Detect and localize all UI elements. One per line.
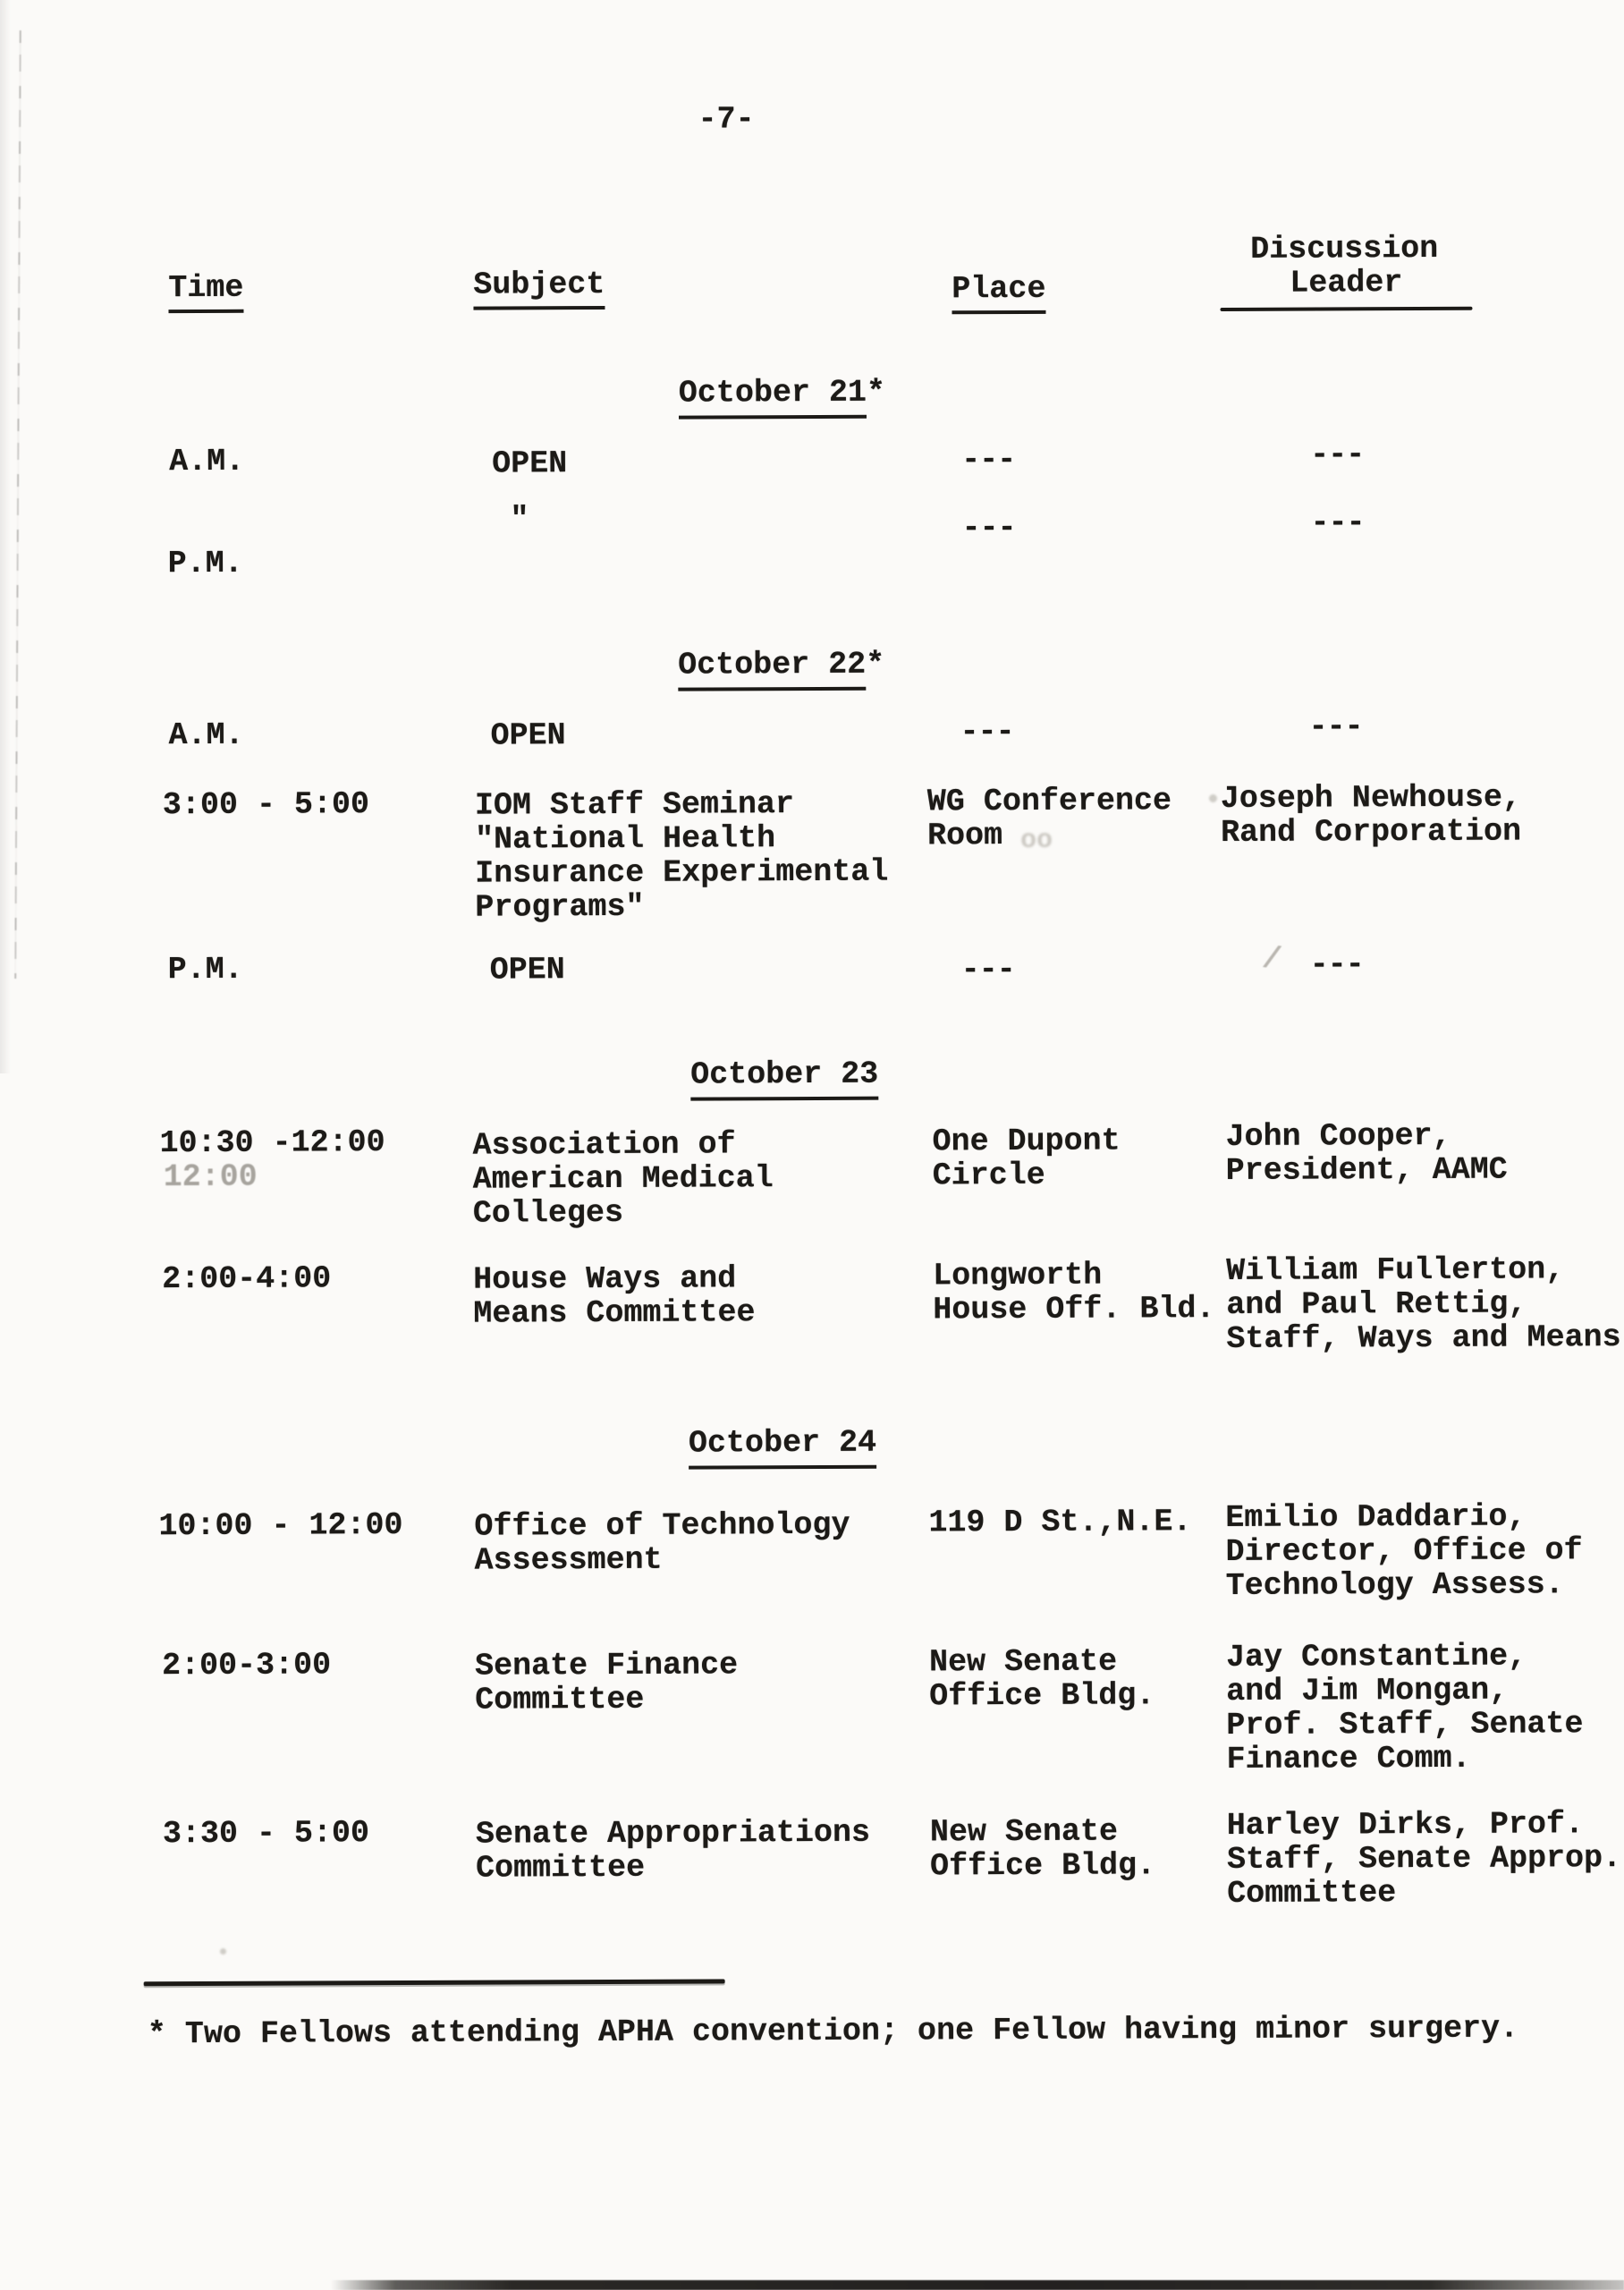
column-header-place-label: Place [952,271,1045,314]
place-cell: --- [961,510,1016,547]
footnote-text: * Two Fellows attending APHA convention; one Fellow having minor surgery. [147,2010,1519,2053]
left-edge-shading [0,0,11,1073]
place-cell: WG Conference Room [926,783,1172,854]
date-heading-oct24-text: October 24 [689,1425,876,1470]
date-heading-oct24 [689,1426,876,1461]
leader-cell: --- [1310,505,1365,541]
column-header-subject [473,267,605,302]
bottom-scan-edge-bar [331,2280,1624,2290]
date-heading-oct21-text: October 21 [679,375,867,420]
column-header-subject-label: Subject [473,267,605,310]
time-cell: 3:00 - 5:00 [162,786,370,824]
ink-speck [220,1948,226,1955]
leader-cell: Emilio Daddario, Director, Office of Technology Assess. [1225,1498,1583,1604]
subject-cell: OPEN [490,717,566,754]
leader-cell: Joseph Newhouse, Rand Corporation [1220,779,1522,852]
time-cell: 2:00-4:00 [162,1260,332,1298]
subject-cell: Office of Technology Assessment [474,1506,850,1579]
room-smudge-artifact: oo [1020,825,1053,856]
column-header-time [168,271,243,305]
date-heading-oct22 [678,648,884,683]
date-heading-oct21-asterisk: * [866,374,886,411]
place-cell: Longworth House Off. Bld. [933,1257,1215,1328]
place-cell: One Dupont Circle [932,1123,1121,1194]
leader-cell: --- [1310,437,1365,473]
subject-cell: House Ways and Means Committee [473,1260,756,1332]
leader-underline [1220,307,1472,311]
place-cell: --- [960,952,1015,988]
column-header-leader: Leader [1290,265,1403,301]
time-cell: 3:30 - 5:00 [162,1815,370,1853]
time-cell: P.M. [167,545,243,582]
column-header-discussion: Discussion [1250,230,1439,267]
leader-cell: William Fullerton, and Paul Rettig, Staff, Ways and Means [1226,1251,1621,1357]
ink-speck [1209,794,1217,802]
footnote-divider [144,1979,725,1986]
date-heading-oct22-text: October 22 [678,647,866,691]
leader-cell: John Cooper, President, AAMC [1225,1117,1508,1189]
time-cell: 10:00 - 12:00 [158,1507,403,1545]
leader-cell: --- [1308,708,1363,745]
time-cell: A.M. [168,717,244,754]
leader-cell: Harley Dirks, Prof. Staff, Senate Approp. Committee [1226,1806,1622,1912]
place-cell: --- [961,442,1016,479]
page-number: -7- [698,101,755,138]
place-cell: New Senate Office Bldg. [929,1813,1156,1885]
leader-cell: Jay Constantine, and Jim Mongan, Prof. Staff, Senate Finance Comm. [1225,1638,1584,1777]
time-cell: A.M. [169,443,245,480]
time-cell: 2:00-3:00 [162,1647,332,1684]
subject-cell: OPEN [492,445,568,482]
place-cell: --- [960,714,1014,751]
subject-cell: Senate Finance Committee [475,1647,739,1718]
date-heading-oct22-asterisk: * [866,646,885,683]
time-cell: 10:30 -12:00 [159,1124,385,1162]
place-cell: New Senate Office Bldg. [928,1643,1155,1715]
subject-cell: IOM Staff Seminar "National Health Insurance Experimental Programs" [474,786,889,926]
date-heading-oct23-text: October 23 [690,1056,878,1101]
column-header-time-label: Time [168,270,243,313]
ghost-slash-artifact: / [1260,940,1284,979]
time-cell: P.M. [167,951,243,988]
subject-cell-ditto: " [510,501,529,538]
date-heading-oct23 [690,1057,878,1092]
subject-cell: OPEN [489,952,565,988]
column-header-place [952,272,1045,306]
ghost-erased-time-artifact: 12:00 [163,1158,258,1196]
place-cell: 119 D St.,N.E. [928,1504,1192,1541]
subject-cell: Association of American Medical Colleges [472,1126,774,1232]
date-heading-oct21 [679,376,885,411]
leader-cell: --- [1309,946,1364,983]
subject-cell: Senate Appropriations Committee [475,1814,871,1887]
